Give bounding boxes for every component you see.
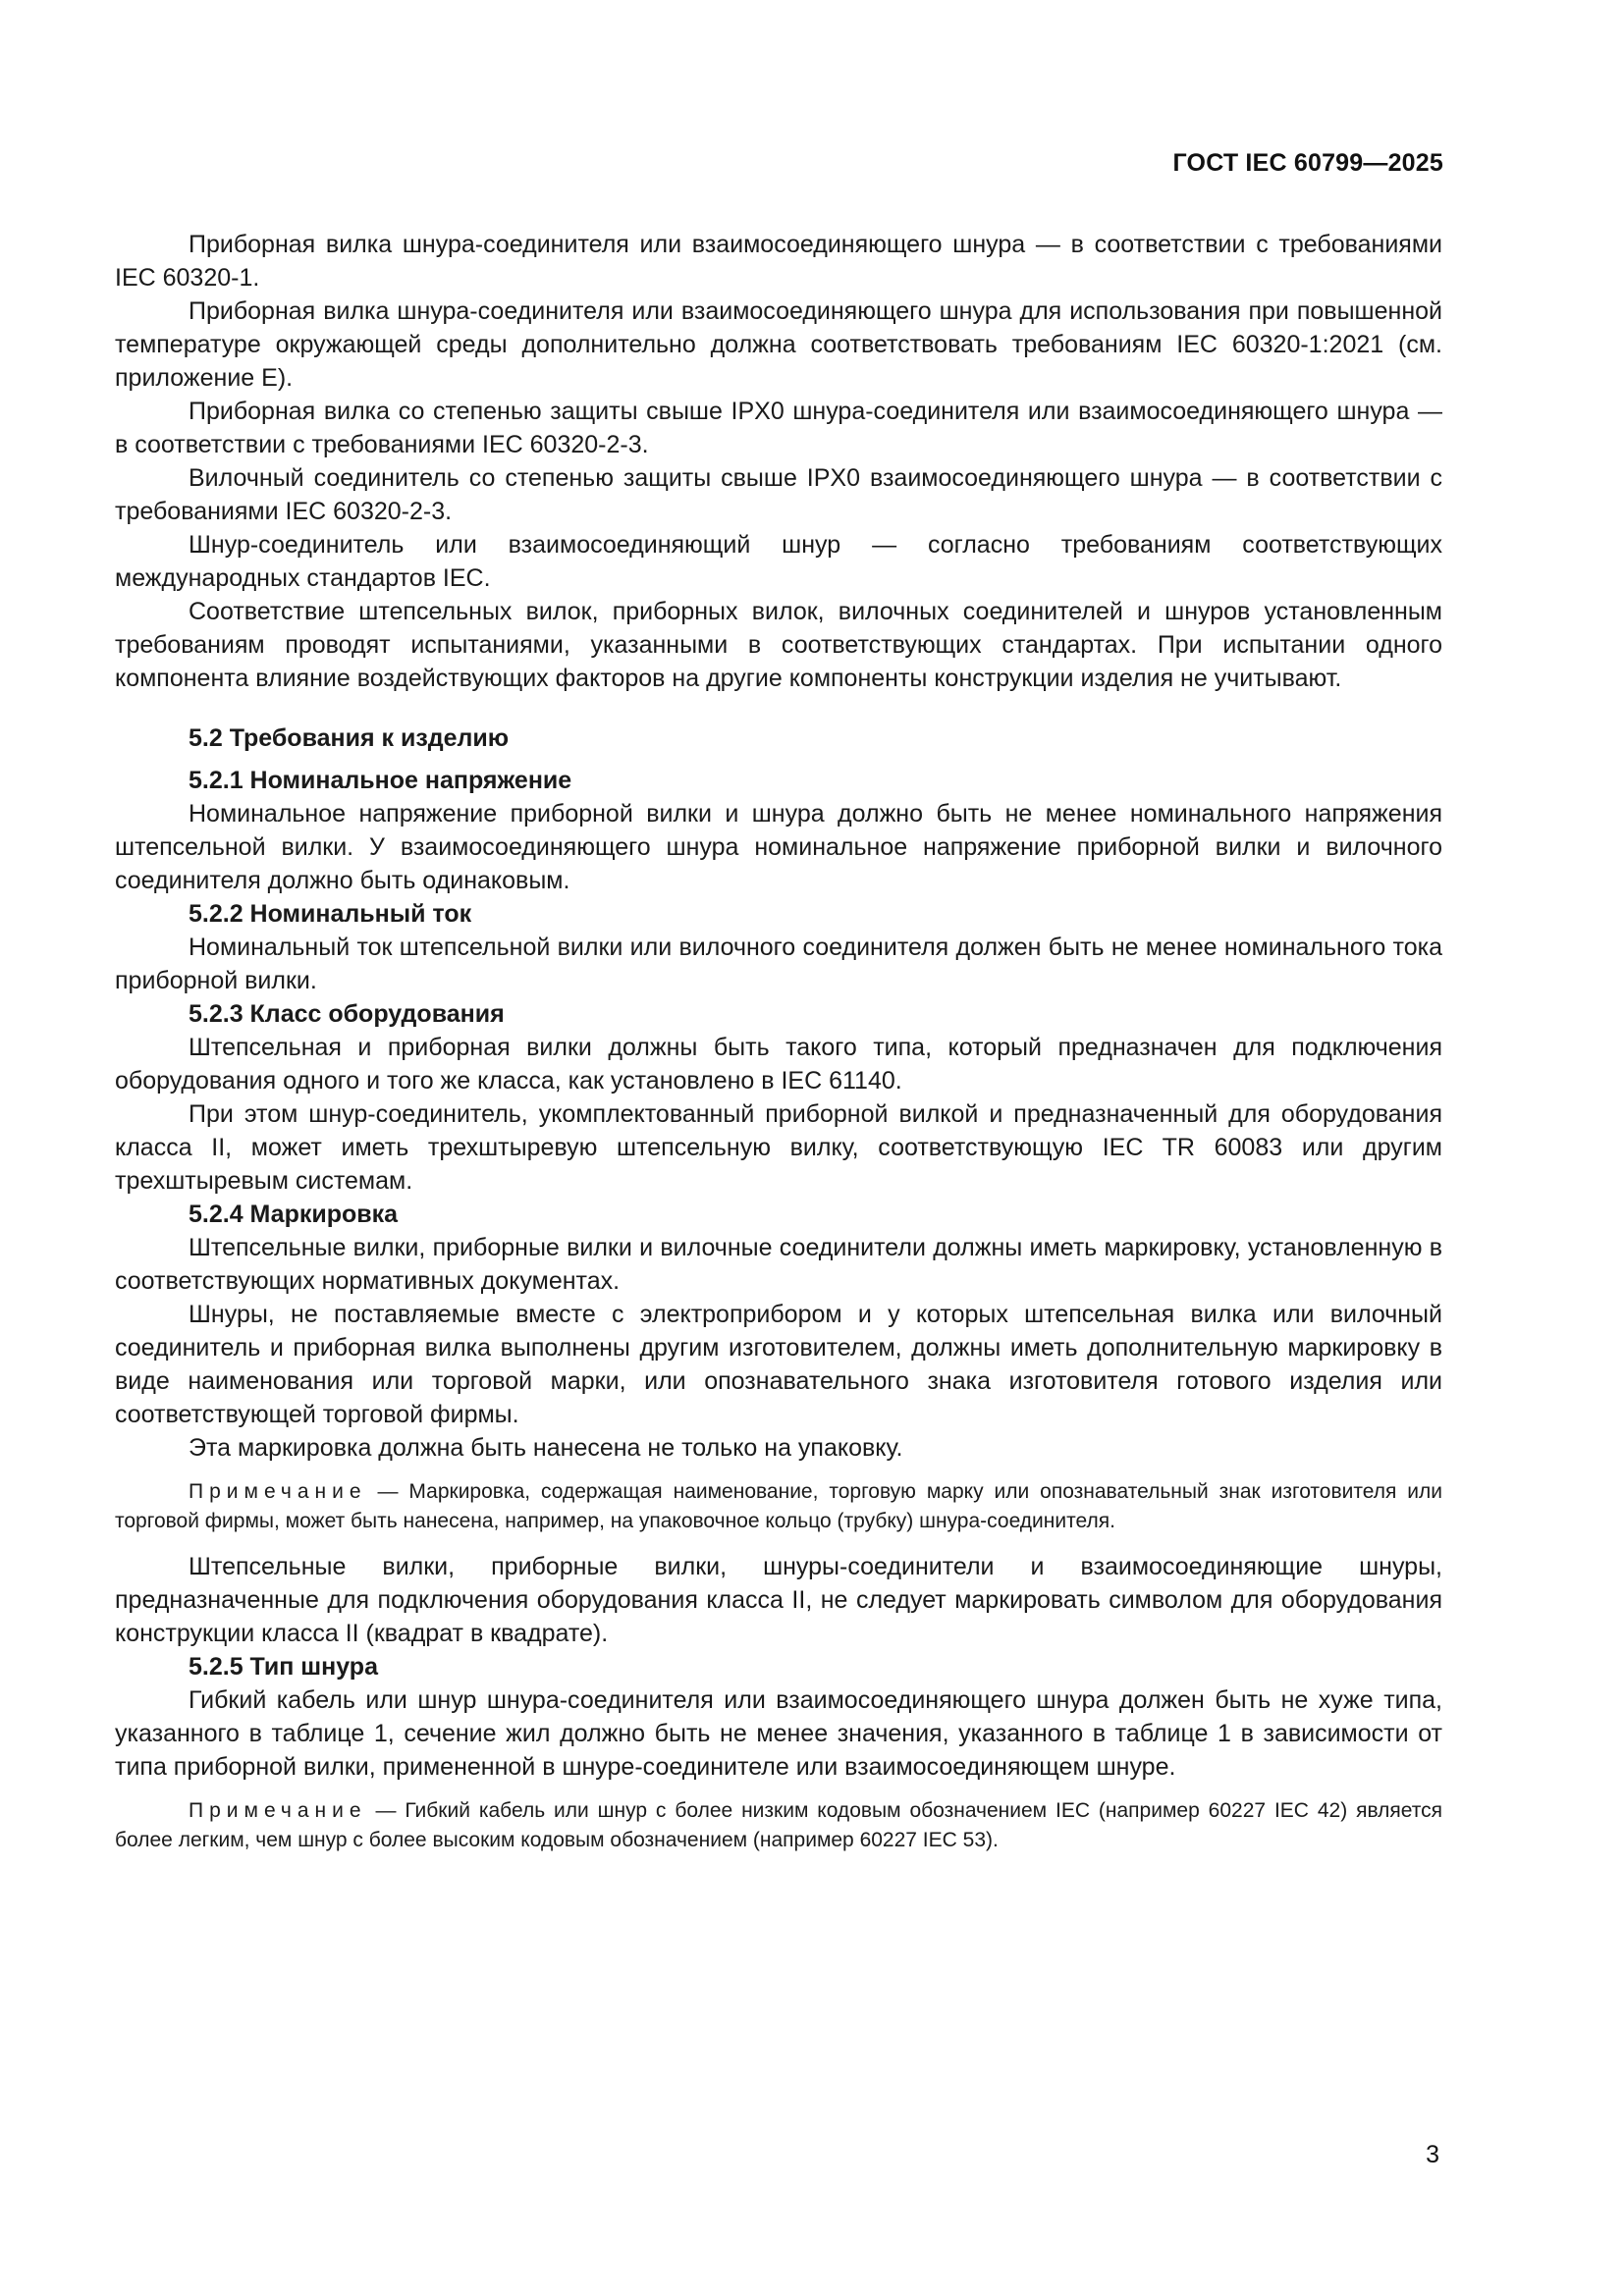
paragraph: Номинальное напряжение приборной вилки и шнура должно быть не менее номинального напряжения штепсельной вилки. У взаимосоединяющего шнура номинальное напряжение приборной вилки и вилочного соединителя должно быть одинаковым. <box>115 800 1442 894</box>
paragraph: Эта маркировка должна быть нанесена не только на упаковку. <box>189 1434 903 1462</box>
document-body <box>115 228 1442 1869</box>
page-number: 3 <box>1426 2141 1439 2168</box>
document-code-header: ГОСТ IEC 60799—2025 <box>1172 149 1443 177</box>
paragraph: Приборная вилка со степенью защиты свыше IPX0 шнура-соединителя или взаимосоединяющего шнура — в соответствии с требованиями IEC 60320-2-3. <box>115 398 1442 458</box>
paragraph: Гибкий кабель или шнур шнура-соединителя или взаимосоединяющего шнура должен быть не хуже типа, указанного в таблице 1, сечение жил должно быть не менее значения, указанного в таблице 1 в зависимости от типа приборной вилки, примененной в шнуре-соединителе или взаимосоединяющем шнуре. <box>115 1686 1442 1781</box>
subsection-heading-5-2-5: 5.2.5 Тип шнура <box>189 1653 378 1681</box>
paragraph: Шнуры, не поставляемые вместе с электроприбором и у которых штепсельная вилка или вилочный соединитель и приборная вилка выполнены другим изготовителем, должны иметь дополнительную маркировку в виде наименования или торговой марки, или опознавательного знака изготовителя готового изделия или соответствующей торговой фирмы. <box>115 1301 1442 1428</box>
paragraph: Соответствие штепсельных вилок, приборных вилок, вилочных соединителей и шнуров установленным требованиям проводят испытаниями, указанными в соответствующих стандартах. При испытании одного компонента влияние воздействующих факторов на другие компоненты конструкции изделия не учитывают. <box>115 598 1442 692</box>
paragraph: Приборная вилка шнура-соединителя или взаимосоединяющего шнура — в соответствии с требованиями IEC 60320-1. <box>115 231 1442 292</box>
paragraph: Штепсельная и приборная вилки должны быть такого типа, который предназначен для подключения оборудования одного и того же класса, как установлено в IEC 61140. <box>115 1034 1442 1095</box>
note <box>115 1796 1442 1855</box>
subsection-heading-5-2-4: 5.2.4 Маркировка <box>189 1201 399 1228</box>
paragraph: Шнур-соединитель или взаимосоединяющий шнур — согласно требованиям соответствующих международных стандартов IEC. <box>115 531 1442 592</box>
paragraph: Штепсельные вилки, приборные вилки, шнуры-соединители и взаимосоединяющие шнуры, предназначенные для подключения оборудования класса II, не следует маркировать символом для оборудования конструкции класса II (квадрат в квадрате). <box>115 1553 1442 1647</box>
paragraph: Штепсельные вилки, приборные вилки и вилочные соединители должны иметь маркировку, установленную в соответствующих нормативных документах. <box>115 1234 1442 1295</box>
subsection-heading-5-2-3: 5.2.3 Класс оборудования <box>189 1000 505 1028</box>
note <box>115 1477 1442 1536</box>
subsection-heading-5-2-2: 5.2.2 Номинальный ток <box>189 900 472 928</box>
paragraph: При этом шнур-соединитель, укомплектованный приборной вилкой и предназначенный для оборудования класса II, может иметь трехштыревую штепсельную вилку, соответствующую IEC TR 60083 или другим трехштыревым системам. <box>115 1100 1442 1195</box>
note-label: Примечание <box>189 1480 367 1503</box>
subsection-heading-5-2-1: 5.2.1 Номинальное напряжение <box>189 767 572 794</box>
section-heading-5-2: 5.2 Требования к изделию <box>189 724 510 752</box>
note-label: Примечание <box>189 1799 367 1822</box>
paragraph: Номинальный ток штепсельной вилки или вилочного соединителя должен быть не менее номинального тока приборной вилки. <box>115 934 1442 994</box>
note-text: — Гибкий кабель или шнур с более низким кодовым обозначением IEC (например 60227 IEC 42) является более легким, чем шнур с более высоким кодовым обозначением (например 60227 IEC 53). <box>115 1799 1442 1851</box>
paragraph: Приборная вилка шнура-соединителя или взаимосоединяющего шнура для использования при повышенной температуре окружающей среды дополнительно должна соответствовать требованиям IEC 60320-1:2021 (см. приложение E). <box>115 297 1442 392</box>
paragraph: Вилочный соединитель со степенью защиты свыше IPX0 взаимосоединяющего шнура — в соответствии с требованиями IEC 60320-2-3. <box>115 464 1442 525</box>
note-text: — Маркировка, содержащая наименование, торговую марку или опознавательный знак изготовителя или торговой фирмы, может быть нанесена, например, на упаковочное кольцо (трубку) шнура-соединителя. <box>115 1480 1442 1532</box>
